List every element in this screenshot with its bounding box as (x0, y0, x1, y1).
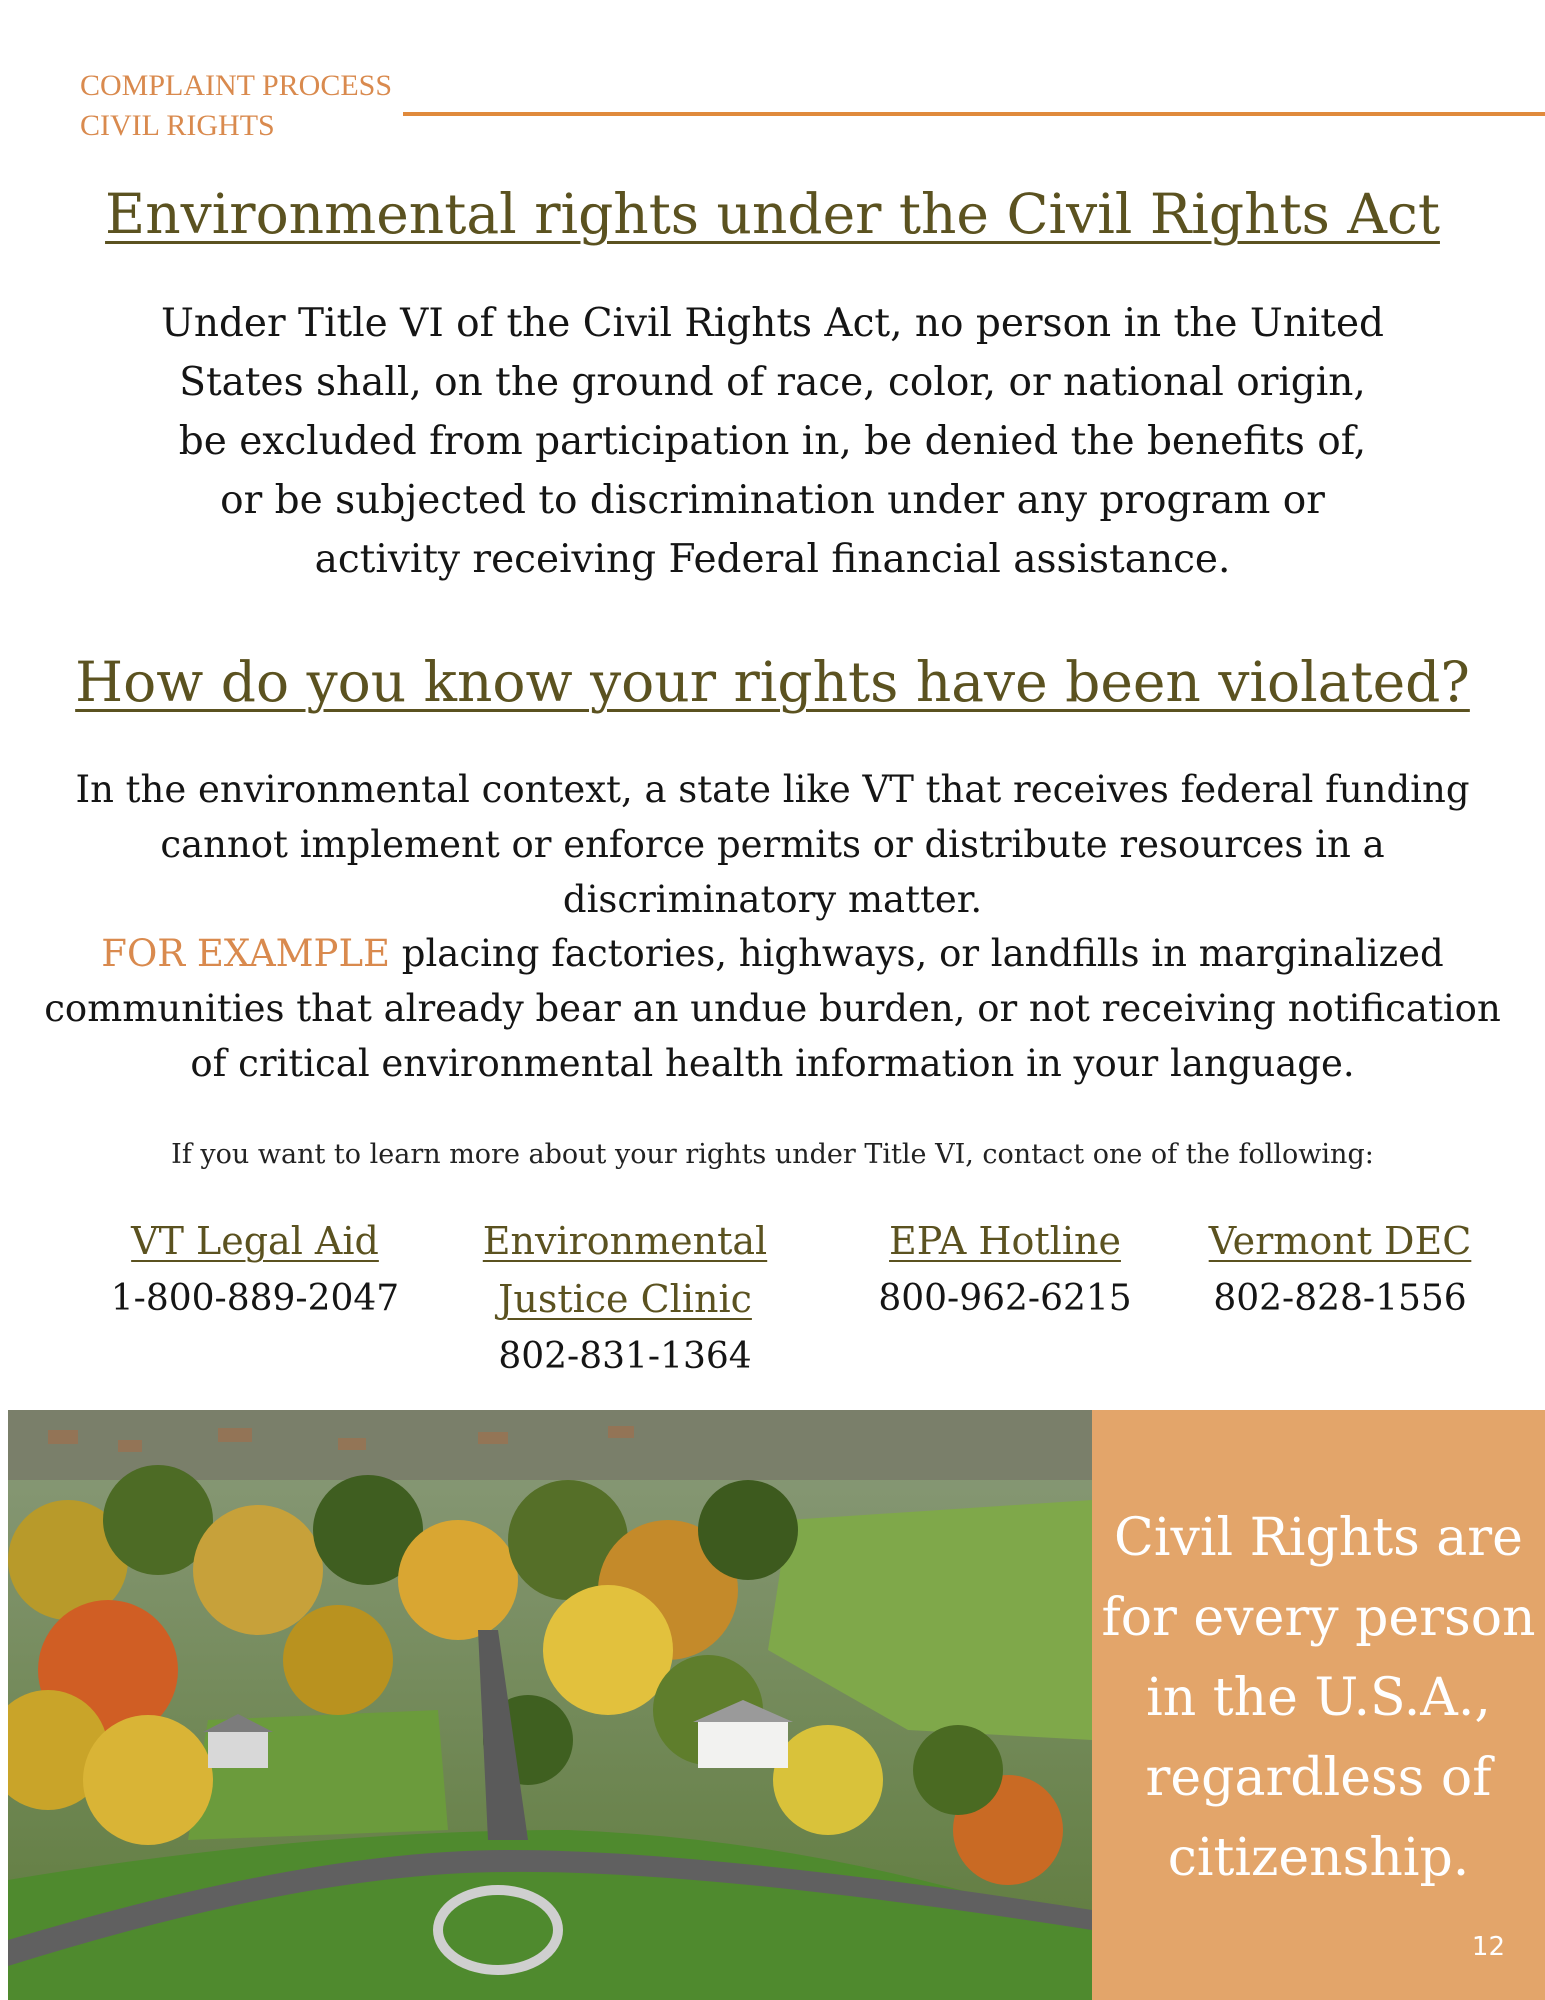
aerial-town-autumn-photo (8, 1410, 1092, 2000)
section1-title: Environmental rights under the Civil Rights Act (105, 182, 1440, 246)
example-body: placing factories, highways, or landfills in marginalized communities that already bear an undue burden, or not receiving notification of critical environmental health information in your language. (44, 932, 1501, 1085)
callout-text: Civil Rights are for every person in the U.S.A., regardless of citizenship. (1101, 1508, 1536, 1888)
contact-epa-hotline (845, 1212, 1165, 1328)
contact-link[interactable]: Environmental (482, 1219, 768, 1263)
example-label: FOR EXAMPLE (101, 932, 391, 975)
contact-link[interactable]: EPA Hotline (889, 1219, 1121, 1263)
eyebrow (80, 66, 392, 146)
contact-phone: 802-831-1364 (498, 1336, 752, 1377)
contact-link[interactable]: Vermont DEC (1208, 1219, 1472, 1263)
section1-body: Under Title VI of the Civil Rights Act, no person in the United States shall, on the ground of race, color, or national origin, be excluded from participation in, be denied the benefits of, or be subjected to discrimination under any program or activity receiving Federal financial assistance. (160, 301, 1384, 582)
section2-body: In the environmental context, a state like VT that receives federal funding cannot implement or enforce permits or distribute resources in a discriminatory matter. (75, 768, 1470, 921)
callout-box (1092, 1410, 1545, 2000)
header-divider (403, 112, 1545, 116)
section2-title: How do you know your rights have been violated? (75, 650, 1470, 714)
contact-link[interactable]: VT Legal Aid (131, 1219, 379, 1263)
contact-phone: 802-828-1556 (1213, 1278, 1467, 1319)
example-paragraph (40, 926, 1505, 1091)
eyebrow-line1: COMPLAINT PROCESS (80, 69, 393, 102)
contact-environmental-justice-clinic (455, 1212, 795, 1386)
contact-intro: If you want to learn more about your rights under Title VI, contact one of the following: (171, 1139, 1374, 1170)
eyebrow-line2: CIVIL RIGHTS (80, 109, 275, 142)
contact-vt-legal-aid (90, 1212, 420, 1328)
contact-vermont-dec (1180, 1212, 1500, 1328)
contact-link-line2[interactable]: Justice Clinic (498, 1277, 752, 1321)
page-number: 12 (1471, 1932, 1505, 1962)
contact-phone: 800-962-6215 (878, 1278, 1132, 1319)
contact-phone: 1-800-889-2047 (110, 1278, 400, 1319)
aerial-photo-illustration (8, 1410, 1092, 2000)
